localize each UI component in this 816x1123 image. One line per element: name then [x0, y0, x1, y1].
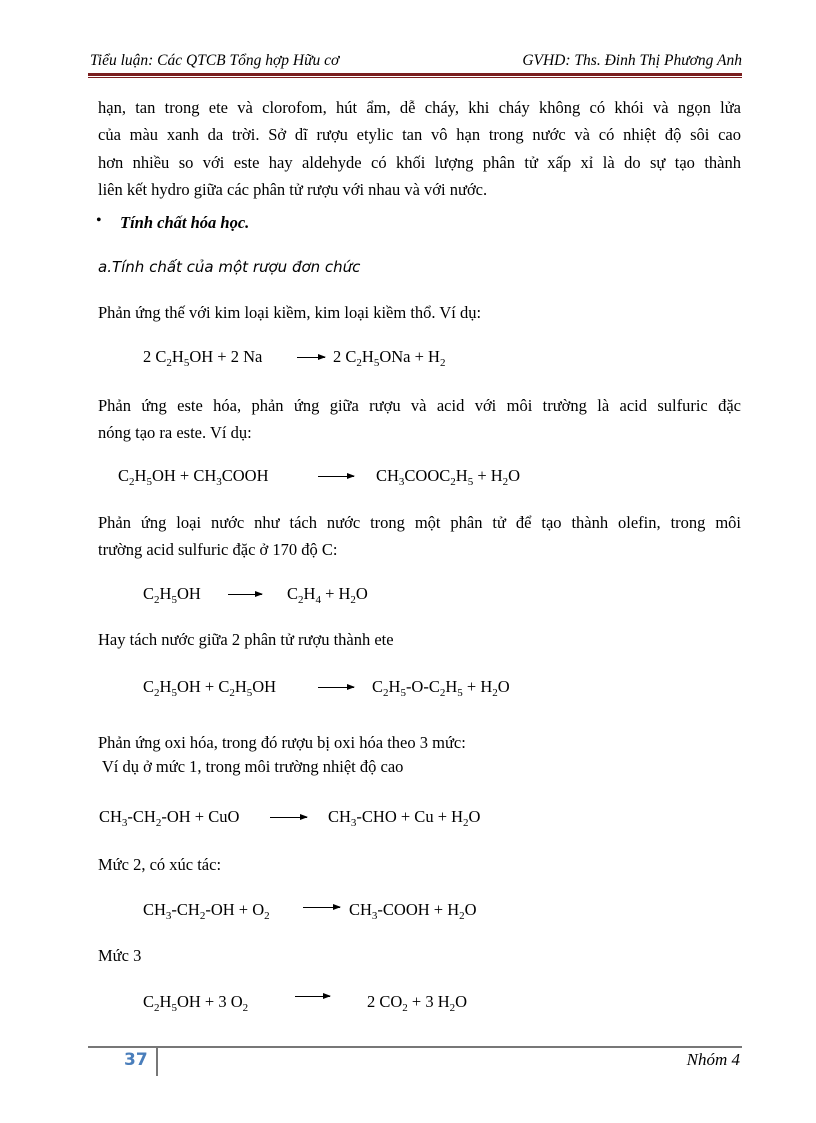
equation-left: $C_2H_5OH$ [143, 584, 201, 606]
footer-rule [88, 1046, 742, 1048]
paragraph-line: Phản ứng thế với kim loại kiềm, kim loại kiềm thổ. Ví dụ: [98, 303, 482, 322]
equation-right: $C_2H_5-O-C_2H_5 + H_2O$ [372, 677, 510, 699]
equation-left: $C_2H_5OH$ + $CH_3COOH$ [118, 466, 269, 488]
equation-right: 2 $CO_2 + 3$ $H_2O$ [367, 992, 468, 1014]
arrow-icon [297, 357, 325, 358]
paragraph-line: liên kết hydro giữa các phân tử rượu với nhau và với nước. [98, 180, 488, 199]
footer-divider [156, 1046, 158, 1076]
arrow-icon [295, 996, 330, 997]
paragraph-line: Hay tách nước giữa 2 phân tử rượu thành ete [98, 630, 394, 649]
paragraph-line: trường acid sulfuric đặc ở 170 độ C: [98, 540, 338, 559]
header-right: GVHD: Ths. Đinh Thị Phương Anh [522, 52, 742, 69]
paragraph-line: Mức 2, có xúc tác: [98, 855, 222, 874]
equation-left: 2 $C_2H_5OH + 2$ Na [143, 347, 263, 369]
arrow-icon [228, 594, 262, 595]
page-number: 37 [124, 1050, 148, 1070]
equation-right: $C_2H_4 + H_2O$ [287, 584, 368, 606]
paragraph-line: nóng tạo ra este. Ví dụ: [98, 423, 252, 442]
paragraph-line: Phản ứng loại nước như tách nước trong một phân tử để tạo thành olefin, trong môi [98, 513, 741, 532]
paragraph-line: Ví dụ ở mức 1, trong môi trường nhiệt độ cao [98, 757, 404, 776]
arrow-icon [318, 687, 354, 688]
equation-right: $CH_3COOC_2H_5 + H_2O$ [376, 466, 521, 488]
subsection-heading: a.Tính chất của một rượu đơn chức [98, 258, 361, 276]
equation-left: $C_2H_5OH + 3$ $O_2$ [143, 992, 249, 1014]
paragraph-line: Phản ứng este hóa, phản ứng giữa rượu và acid với môi trường là acid sulfuric đặc [98, 396, 741, 415]
equation-left: $CH_3-CH_2-OH + O_2$ [143, 900, 270, 922]
paragraph-line: Phản ứng oxi hóa, trong đó rượu bị oxi hóa theo 3 mức: [98, 733, 466, 752]
paragraph-line: hơn nhiều so với este hay aldehyde có khối lượng phân tử xấp xỉ là do sự tạo thành [98, 153, 741, 172]
equation-left: $C_2H_5OH + C_2H_5OH$ [143, 677, 277, 699]
paragraph-line: của màu xanh da trời. Sở dĩ rượu etylic tan vô hạn trong nước và có nhiệt độ sôi cao [98, 125, 741, 144]
header-rule-thin [88, 77, 742, 78]
paragraph-line: Mức 3 [98, 946, 142, 965]
arrow-icon [303, 907, 340, 908]
equation-right: 2 $C_2H_5ONa + H_2$ [333, 347, 446, 369]
paragraph-line: hạn, tan trong ete và clorofom, hút ẩm, dễ cháy, khi cháy không có khói và ngọn lửa [98, 98, 741, 117]
section-heading: Tính chất hóa học. [120, 213, 250, 232]
arrow-icon [270, 817, 307, 818]
equation-left: $CH_3-CH_2-OH$ + CuO [99, 807, 240, 829]
header-rule [88, 73, 742, 76]
arrow-icon [318, 476, 354, 477]
footer-group: Nhóm 4 [686, 1050, 740, 1069]
bullet-icon: • [96, 212, 102, 229]
equation-right: $CH_3$-COOH + $H_2O$ [349, 900, 477, 922]
header-left: Tiểu luận: Các QTCB Tổng hợp Hữu cơ [90, 52, 340, 69]
equation-right: $CH_3$-CHO + $Cu + H_2O$ [328, 807, 481, 829]
